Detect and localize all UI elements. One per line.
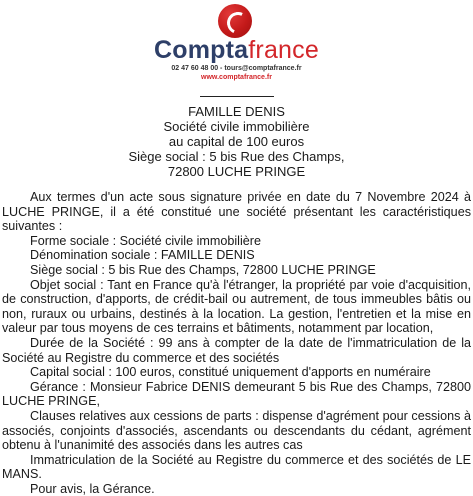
brand-name: Comptafrance (154, 36, 319, 64)
paragraph-duree: Durée de la Société : 99 ans à compter de la date de l'immatriculation de la Société au Registre du commerce et des sociétés (2, 335, 471, 365)
paragraph-gerance: Gérance : Monsieur Fabrice DENIS demeurant 5 bis Rue des Champs, 72800 LUCHE PRINGE, (2, 379, 471, 409)
paragraph-objet: Objet social : Tant en France qu'à l'étranger, la propriété par voie d'acquisition, de construction, d'apports, de crédit-bail ou autrement, de tous immeubles bâtis ou non, ruraux ou urbains, destinés à la location. La gestion, l'entretien et la mise en valeur par tous moyens de ces terrains et bâtiments, notamment par location, (2, 277, 471, 336)
divider (200, 96, 274, 97)
company-seat-city: 72800 LUCHE PRINGE (167, 164, 306, 179)
paragraph-clauses: Clauses relatives aux cessions de parts : dispense d'agrément pour cessions à associés, conjoints d'associés, ascendants ou descendants du cédant, agrément obtenu à l'unanimité des associés dans les autres cas (2, 408, 471, 453)
paragraph-immatriculation: Immatriculation de la Société au Registre du commerce et des sociétés de LE MANS. (2, 452, 471, 482)
paragraph-forme: Forme sociale : Société civile immobilière (30, 233, 261, 248)
contact-line: 02 47 60 48 00 - tours@comptafrance.fr (171, 65, 302, 72)
paragraph-siege: Siège social : 5 bis Rue des Champs, 72800 LUCHE PRINGE (30, 262, 376, 277)
paragraph-capital: Capital social : 100 euros, constitué uniquement d'apports en numéraire (30, 365, 431, 380)
website-link[interactable]: www.comptafrance.fr (201, 74, 272, 81)
paragraph-intro: Aux termes d'un acte sous signature privée en date du 7 Novembre 2024 à LUCHE PRINGE, il a été constitué une société présentant les caractéristiques suivantes : (2, 190, 471, 234)
paragraph-denomination: Dénomination sociale : FAMILLE DENIS (30, 248, 255, 263)
company-capital: au capital de 100 euros (168, 134, 305, 149)
company-title-block (0, 104, 473, 179)
company-name: FAMILLE DENIS (188, 104, 285, 119)
comptafrance-logo-icon (218, 4, 252, 38)
company-seat: Siège social : 5 bis Rue des Champs, (128, 149, 345, 164)
paragraph-avis: Pour avis, la Gérance. (30, 481, 155, 496)
company-type: Société civile immobilière (163, 119, 310, 134)
notice-body (2, 190, 471, 496)
